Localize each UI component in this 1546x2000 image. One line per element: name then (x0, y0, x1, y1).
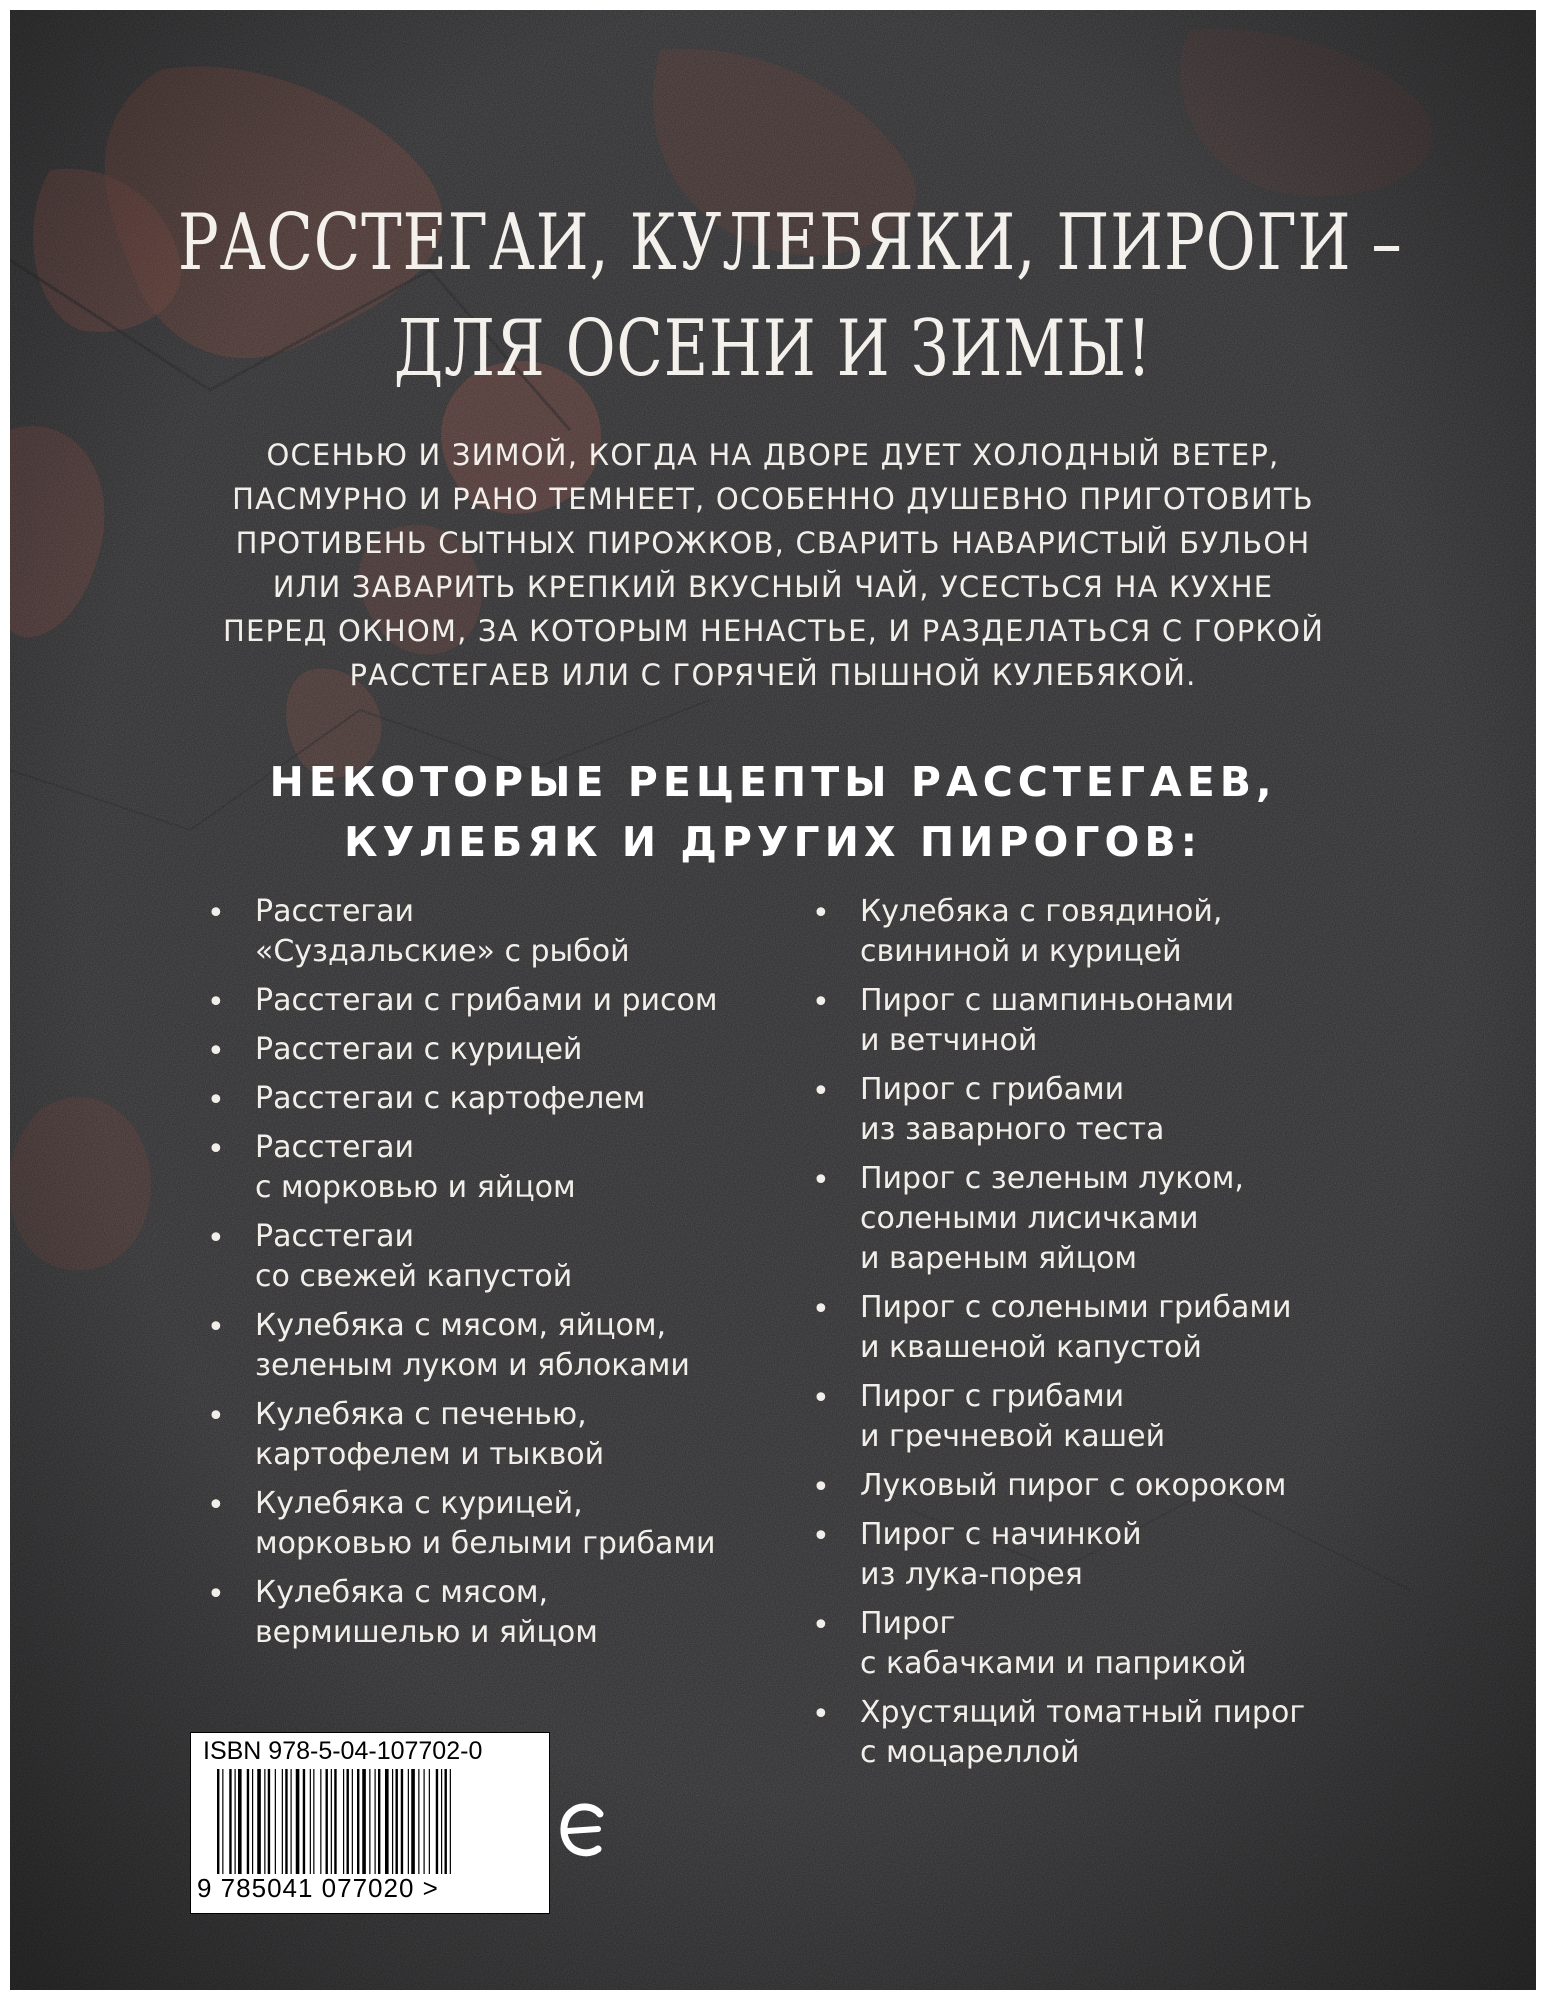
barcode-digits: 9 785041 077020 > (197, 1873, 439, 1903)
bullet-icon: • (812, 1519, 830, 1554)
recipe-item (800, 892, 1360, 972)
barcode-bar (441, 1769, 442, 1874)
recipe-item-text: Расстегаи (255, 1219, 415, 1254)
recipe-item-text: свининой и курицей (860, 934, 1182, 969)
recipe-item-text: Пирог с шампиньонами (860, 983, 1235, 1018)
eksmo-logo-icon (560, 1800, 606, 1864)
recipe-item-text: Кулебяка с мясом, яйцом, (255, 1308, 667, 1343)
recipe-item-text: картофелем и тыквой (255, 1437, 605, 1472)
bullet-icon: • (207, 1399, 225, 1434)
recipe-item-text: солеными лисичками (860, 1201, 1199, 1236)
recipe-item-text: Пирог с начинкой (860, 1517, 1142, 1552)
recipe-item-text: Пирог (860, 1606, 956, 1641)
cover-title-line-2: ДЛЯ ОСЕНИ И ЗИМЫ! (393, 304, 1153, 394)
recipe-item (800, 1515, 1360, 1595)
barcode-bar (217, 1769, 219, 1874)
barcode-bar (247, 1769, 249, 1874)
recipe-item (195, 981, 775, 1021)
recipe-item-text: «Суздальские» с рыбой (255, 934, 630, 969)
recipe-item-text: Хрустящий томатный пирог (860, 1695, 1306, 1730)
recipe-item-text: Пирог с грибами (860, 1379, 1125, 1414)
cover-title (177, 190, 1403, 402)
recipe-item (800, 1159, 1360, 1279)
bullet-icon: • (812, 1381, 830, 1416)
barcode-bar (378, 1769, 380, 1874)
cover-title-line-1: РАССТЕГАИ, КУЛЕБЯКИ, ПИРОГИ – (177, 198, 1403, 288)
barcode-bar (222, 1769, 223, 1874)
barcode-bar (275, 1769, 276, 1874)
recipe-item (195, 1030, 775, 1070)
recipe-list-right (800, 892, 1360, 1782)
recipe-item-text: и вареным яйцом (860, 1241, 1138, 1276)
recipe-item-text: зеленым луком и яблоками (255, 1348, 690, 1383)
barcode-bar (343, 1769, 344, 1874)
recipe-item (800, 1693, 1360, 1773)
barcode-bar (396, 1769, 398, 1874)
recipe-item-text: Пирог с солеными грибами (860, 1290, 1292, 1325)
bullet-icon: • (812, 1074, 830, 1109)
recipe-item-text: с морковью и яйцом (255, 1170, 576, 1205)
recipe-item-text: Кулебяка с курицей, (255, 1486, 583, 1521)
barcode-bar (436, 1769, 438, 1874)
bullet-icon: • (812, 896, 830, 931)
recipe-item-text: и ветчиной (860, 1023, 1038, 1058)
recipe-item-text: из лука-порея (860, 1557, 1083, 1592)
barcode-bar (291, 1769, 292, 1874)
intro-paragraph (223, 433, 1323, 697)
barcode-bar (238, 1769, 242, 1874)
recipes-heading-line-2: КУЛЕБЯК И ДРУГИХ ПИРОГОВ: (343, 818, 1203, 866)
intro-line: ПРОТИВЕНЬ СЫТНЫХ ПИРОЖКОВ, СВАРИТЬ НАВАРИСТЫЙ БУЛЬОН (235, 526, 1311, 560)
barcode-bar (369, 1769, 370, 1874)
bullet-icon: • (812, 1470, 830, 1505)
barcode-bar (401, 1769, 403, 1874)
bullet-icon: • (207, 1488, 225, 1523)
barcode-bar (313, 1769, 314, 1874)
barcode-bar (408, 1769, 409, 1874)
bullet-icon: • (207, 1221, 225, 1256)
barcode-icon (217, 1769, 527, 1874)
recipe-item-text: со свежей капустой (255, 1259, 573, 1294)
recipe-item (195, 1395, 775, 1475)
recipe-item (800, 1288, 1360, 1368)
recipe-item-text: и квашеной капустой (860, 1330, 1202, 1365)
barcode-bar (375, 1769, 376, 1874)
barcode-bar (285, 1769, 287, 1874)
barcode-bar (418, 1769, 419, 1874)
barcode-bar (424, 1769, 425, 1874)
recipe-item (800, 981, 1360, 1061)
intro-line: ПАСМУРНО И РАНО ТЕМНЕЕТ, ОСОБЕННО ДУШЕВНО ПРИГОТОВИТЬ (232, 482, 1314, 516)
recipe-item-text: Расстегаи с грибами и рисом (255, 983, 718, 1018)
barcode-bar (257, 1769, 261, 1874)
barcode-bar (264, 1769, 265, 1874)
barcode-bar (303, 1769, 305, 1874)
bullet-icon: • (207, 985, 225, 1020)
recipe-item (195, 1484, 775, 1564)
bullet-icon: • (207, 1577, 225, 1612)
recipe-item-text: Пирог с зеленым луком, (860, 1161, 1244, 1196)
recipe-item (800, 1466, 1360, 1506)
bullet-icon: • (207, 1034, 225, 1069)
book-back-cover (10, 10, 1536, 1990)
barcode-bar (411, 1769, 415, 1874)
barcode-bar (392, 1769, 393, 1874)
recipe-item-text: Расстегаи (255, 1130, 415, 1165)
barcode-bar (429, 1769, 430, 1874)
barcode-bar (296, 1769, 300, 1874)
bullet-icon: • (207, 896, 225, 931)
intro-line: ИЛИ ЗАВАРИТЬ КРЕПКИЙ ВКУСНЫЙ ЧАЙ, УСЕСТЬСЯ НА КУХНЕ (272, 570, 1274, 604)
recipe-item-text: Расстегаи с курицей (255, 1032, 583, 1067)
recipe-item (195, 892, 775, 972)
recipe-item-text: Кулебяка с говядиной, (860, 894, 1223, 929)
recipe-item-text: и гречневой кашей (860, 1419, 1166, 1454)
bullet-icon: • (812, 1292, 830, 1327)
barcode-bar (320, 1769, 321, 1874)
barcode-bar (357, 1769, 359, 1874)
barcode-bar (282, 1769, 283, 1874)
intro-line: ПЕРЕД ОКНОМ, ЗА КОТОРЫМ НЕНАСТЬЕ, И РАЗДЕЛАТЬСЯ С ГОРКОЙ (223, 614, 1325, 648)
barcode-bar (334, 1769, 336, 1874)
intro-line: ОСЕНЬЮ И ЗИМОЙ, КОГДА НА ДВОРЕ ДУЕТ ХОЛОДНЫЙ ВЕТЕР, (266, 438, 1280, 472)
recipes-heading (10, 752, 1536, 872)
bullet-icon: • (207, 1310, 225, 1345)
barcode-label (190, 1732, 550, 1914)
recipe-item (195, 1573, 775, 1653)
recipe-item (195, 1079, 775, 1119)
bullet-icon: • (207, 1132, 225, 1167)
recipe-item-text: с кабачками и паприкой (860, 1646, 1247, 1681)
barcode-bar (326, 1769, 328, 1874)
recipe-item-text: Луковый пирог с окороком (860, 1468, 1287, 1503)
barcode-bar (331, 1769, 332, 1874)
isbn-text: ISBN 978-5-04-107702-0 (203, 1737, 483, 1765)
barcode-bar (385, 1769, 389, 1874)
recipe-item (800, 1377, 1360, 1457)
recipe-item-text: Пирог с грибами (860, 1072, 1125, 1107)
barcode-bar (229, 1769, 231, 1874)
bullet-icon: • (812, 985, 830, 1020)
barcode-bar (445, 1769, 447, 1874)
recipe-item (800, 1604, 1360, 1684)
bullet-icon: • (812, 1697, 830, 1732)
recipe-list-left (195, 892, 775, 1662)
recipe-item-text: Кулебяка с печенью, (255, 1397, 587, 1432)
barcode-bar (310, 1769, 311, 1874)
bullet-icon: • (207, 1083, 225, 1118)
barcode-bar (347, 1769, 349, 1874)
recipe-item (195, 1306, 775, 1386)
barcode-bar (235, 1769, 236, 1874)
recipe-item-text: Расстегаи (255, 894, 415, 929)
recipe-item-text: с моцареллой (860, 1735, 1080, 1770)
barcode-bar (352, 1769, 353, 1874)
barcode-bar (450, 1769, 451, 1874)
recipe-item (195, 1217, 775, 1297)
barcode-bar (252, 1769, 253, 1874)
intro-line: РАССТЕГАЕВ ИЛИ С ГОРЯЧЕЙ ПЫШНОЙ КУЛЕБЯКОЙ. (349, 658, 1197, 692)
bullet-icon: • (812, 1608, 830, 1643)
recipe-item-text: Кулебяка с мясом, (255, 1575, 548, 1610)
recipe-item (800, 1070, 1360, 1150)
barcode-bar (268, 1769, 270, 1874)
recipe-item-text: из заварного теста (860, 1112, 1165, 1147)
recipe-item-text: Расстегаи с картофелем (255, 1081, 646, 1116)
recipe-item (195, 1128, 775, 1208)
bullet-icon: • (812, 1163, 830, 1198)
recipe-item-text: морковью и белыми грибами (255, 1526, 716, 1561)
recipes-heading-line-1: НЕКОТОРЫЕ РЕЦЕПТЫ РАССТЕГАЕВ, (269, 758, 1277, 806)
recipe-item-text: вермишелью и яйцом (255, 1615, 598, 1650)
barcode-bar (362, 1769, 366, 1874)
